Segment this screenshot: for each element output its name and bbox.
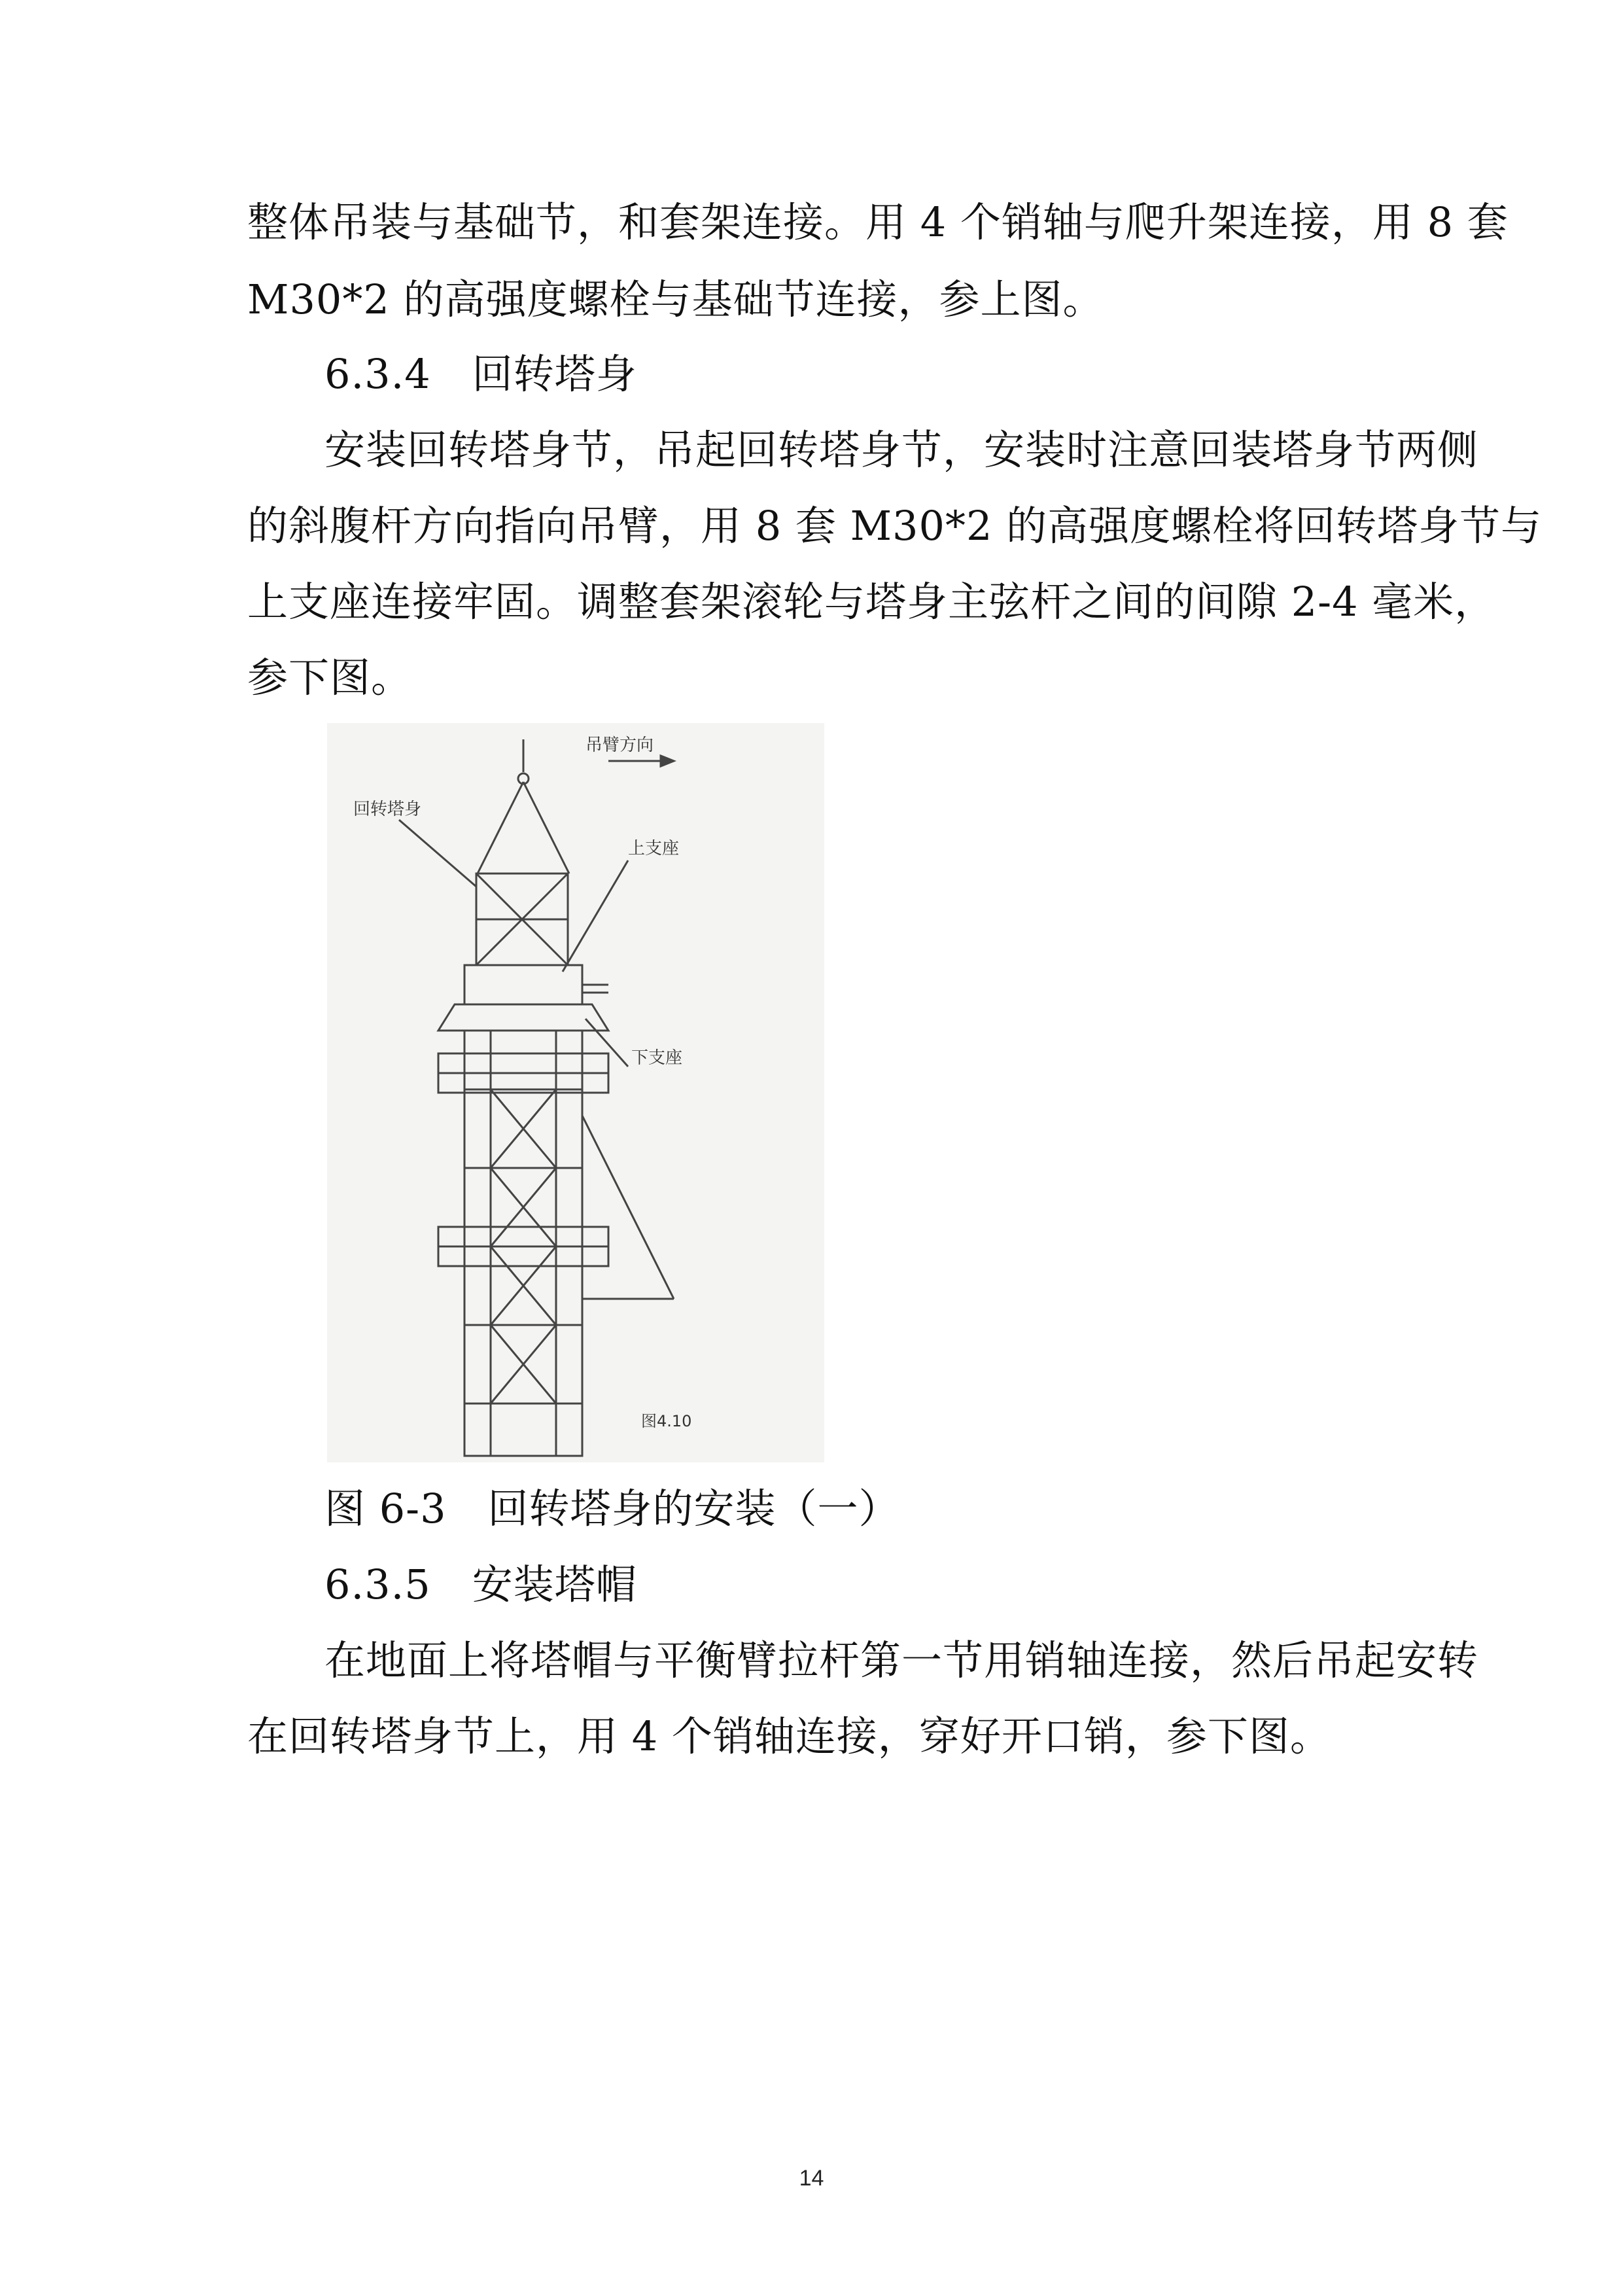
boom-direction-label: 吊臂方向 xyxy=(585,735,654,755)
tower-crane-figure xyxy=(327,723,824,1462)
lower-support-label: 下支座 xyxy=(631,1048,683,1068)
figure-number-label: 图4.10 xyxy=(641,1412,692,1430)
lower-support xyxy=(438,1004,608,1031)
upper-support xyxy=(464,965,582,1004)
paragraph-line: 安装回转塔身节，吊起回转塔身节，安装时注意回装塔身节两侧 xyxy=(324,426,1479,474)
section-heading-6-3-4: 6.3.4 回转塔身 xyxy=(324,350,637,398)
paragraph-line: 上支座连接牢固。调整套架滚轮与塔身主弦杆之间的间隙 2-4 毫米， xyxy=(247,578,1496,626)
slewing-tower-label: 回转塔身 xyxy=(353,800,422,819)
paragraph-line: M30*2 的高强度螺栓与基础节连接，参上图。 xyxy=(247,275,1104,323)
paragraph-line: 参下图。 xyxy=(247,654,413,701)
upper-support-label: 上支座 xyxy=(628,839,680,858)
paragraph-line: 整体吊装与基础节，和套架连接。用 4 个销轴与爬升架连接，用 8 套 xyxy=(247,198,1509,246)
diagonal-brace xyxy=(582,1116,674,1299)
paragraph-line: 的斜腹杆方向指向吊臂，用 8 套 M30*2 的高强度螺栓将回转塔身节与 xyxy=(247,502,1543,550)
paragraph-line: 在回转塔身节上，用 4 个销轴连接，穿好开口销，参下图。 xyxy=(247,1712,1331,1760)
figure-caption: 图 6-3 回转塔身的安装（一） xyxy=(324,1485,900,1532)
section-heading-6-3-5: 6.3.5 安装塔帽 xyxy=(324,1561,637,1608)
tower-mast xyxy=(464,1031,582,1456)
paragraph-line: 在地面上将塔帽与平衡臂拉杆第一节用销轴连接，然后吊起安转 xyxy=(324,1636,1479,1684)
page-number: 14 xyxy=(799,2166,824,2191)
